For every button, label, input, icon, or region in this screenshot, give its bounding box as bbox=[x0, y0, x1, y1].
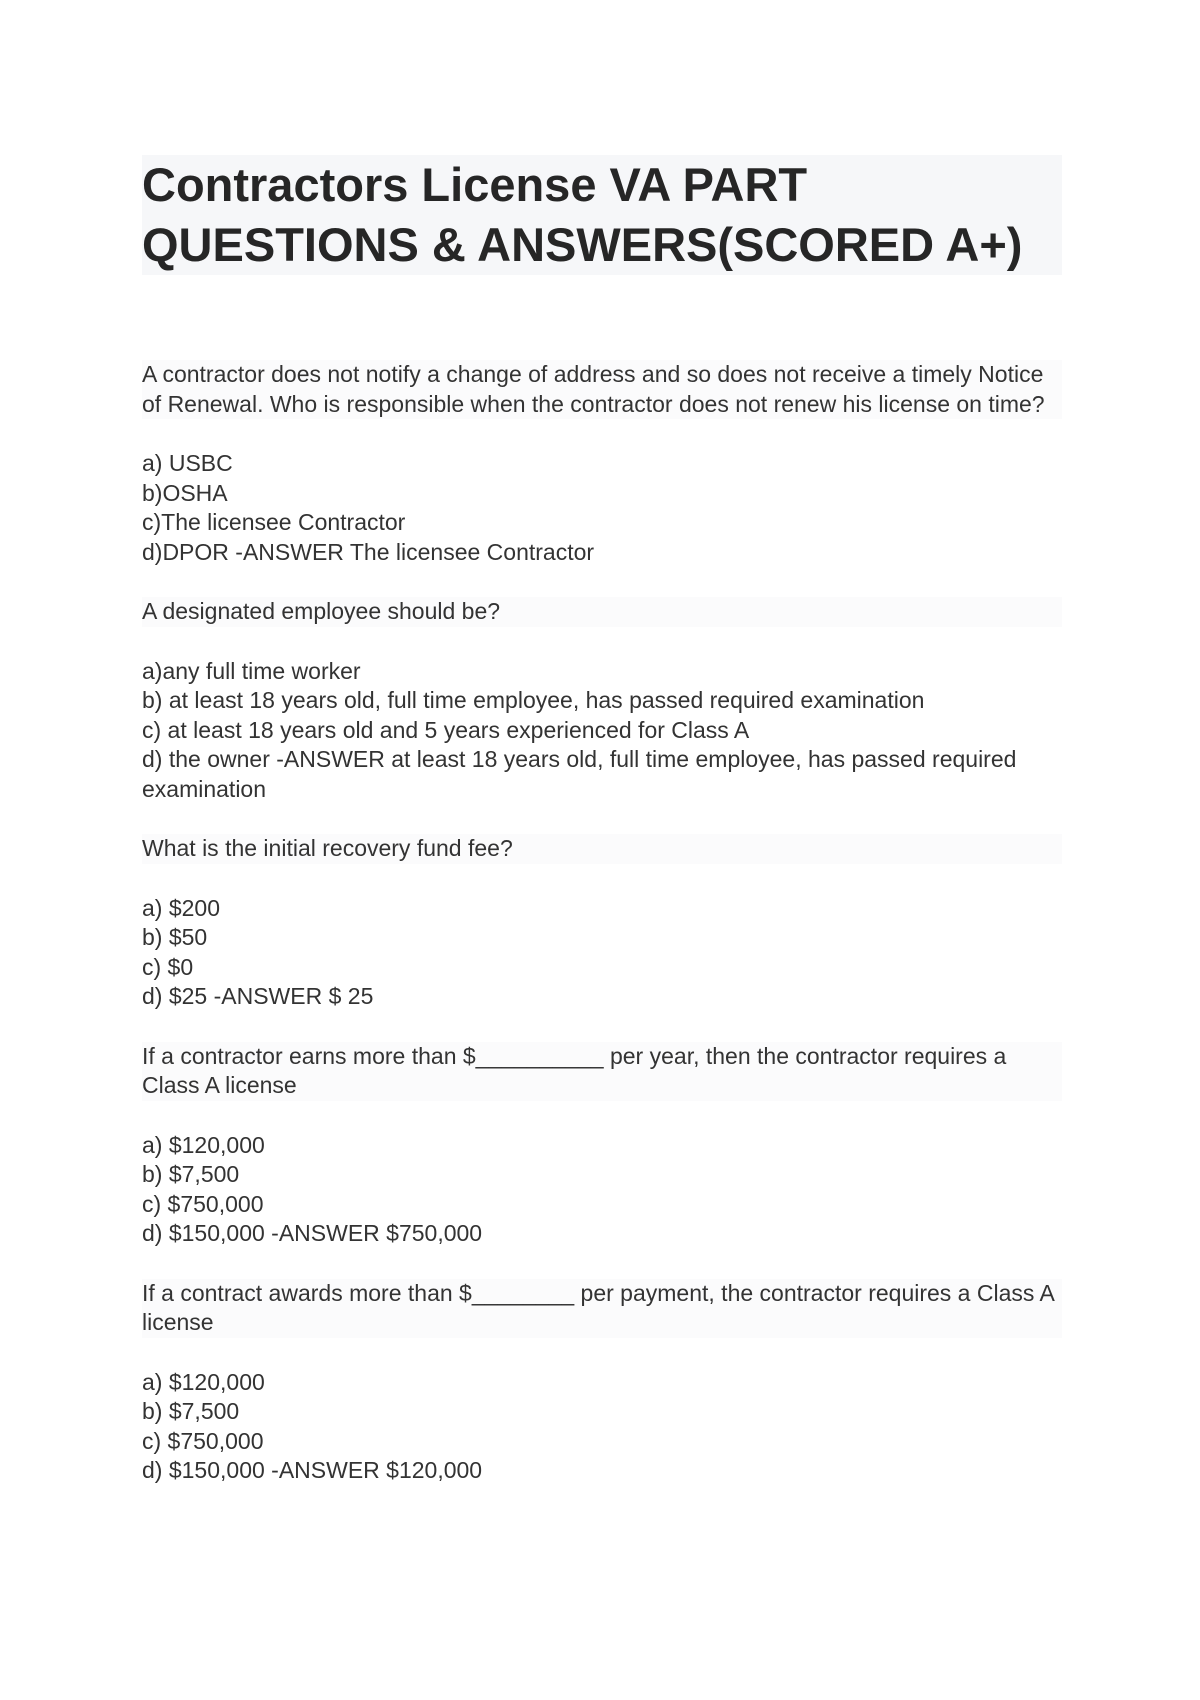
option-a: a) $120,000 bbox=[142, 1368, 265, 1395]
option-c: c) $750,000 bbox=[142, 1427, 264, 1454]
option-a: a) USBC bbox=[142, 450, 233, 476]
option-d-answer: d) the owner -ANSWER at least 18 years old, full time employee, has passed required examination bbox=[142, 746, 1017, 802]
option-b: b) at least 18 years old, full time employee, has passed required examination bbox=[142, 687, 925, 713]
questions-list bbox=[142, 360, 1062, 1516]
question-block-5 bbox=[142, 1279, 1062, 1486]
option-a: a) $120,000 bbox=[142, 1131, 265, 1158]
option-d-answer: d) $150,000 -ANSWER $750,000 bbox=[142, 1220, 483, 1246]
option-b: b) $50 bbox=[142, 924, 208, 950]
title-line-2: QUESTIONS & ANSWERS(SCORED A+) bbox=[142, 218, 1023, 271]
option-c: c) $750,000 bbox=[142, 1190, 264, 1217]
option-c: c) at least 18 years old and 5 years experienced for Class A bbox=[142, 716, 750, 743]
document-title bbox=[142, 155, 1062, 275]
question-block-4 bbox=[142, 1042, 1062, 1249]
option-d-answer: d) $25 -ANSWER $ 25 bbox=[142, 983, 374, 1009]
option-d-answer: d)DPOR -ANSWER The licensee Contractor bbox=[142, 538, 595, 565]
question-block-1 bbox=[142, 360, 1062, 567]
option-b: b)OSHA bbox=[142, 479, 228, 506]
title-line-1: Contractors License VA PART bbox=[142, 158, 808, 211]
question-text: What is the initial recovery fund fee? bbox=[142, 834, 1062, 864]
option-b: b) $7,500 bbox=[142, 1398, 240, 1424]
option-a: a) $200 bbox=[142, 894, 221, 921]
question-block-3 bbox=[142, 834, 1062, 1012]
option-a: a)any full time worker bbox=[142, 657, 361, 684]
option-c: c)The licensee Contractor bbox=[142, 509, 406, 535]
question-text: If a contract awards more than $________ per payment, the contractor requires a Class A license bbox=[142, 1279, 1062, 1338]
question-text: A designated employee should be? bbox=[142, 597, 1062, 627]
option-d-answer: d) $150,000 -ANSWER $120,000 bbox=[142, 1457, 483, 1483]
question-text: A contractor does not notify a change of address and so does not receive a timely Notice of Renewal. Who is responsible when the contractor does not renew his license on time? bbox=[142, 360, 1062, 419]
question-block-2 bbox=[142, 597, 1062, 804]
question-text: If a contractor earns more than $__________ per year, then the contractor requires a Class A license bbox=[142, 1042, 1062, 1101]
option-b: b) $7,500 bbox=[142, 1161, 240, 1187]
option-c: c) $0 bbox=[142, 953, 194, 980]
